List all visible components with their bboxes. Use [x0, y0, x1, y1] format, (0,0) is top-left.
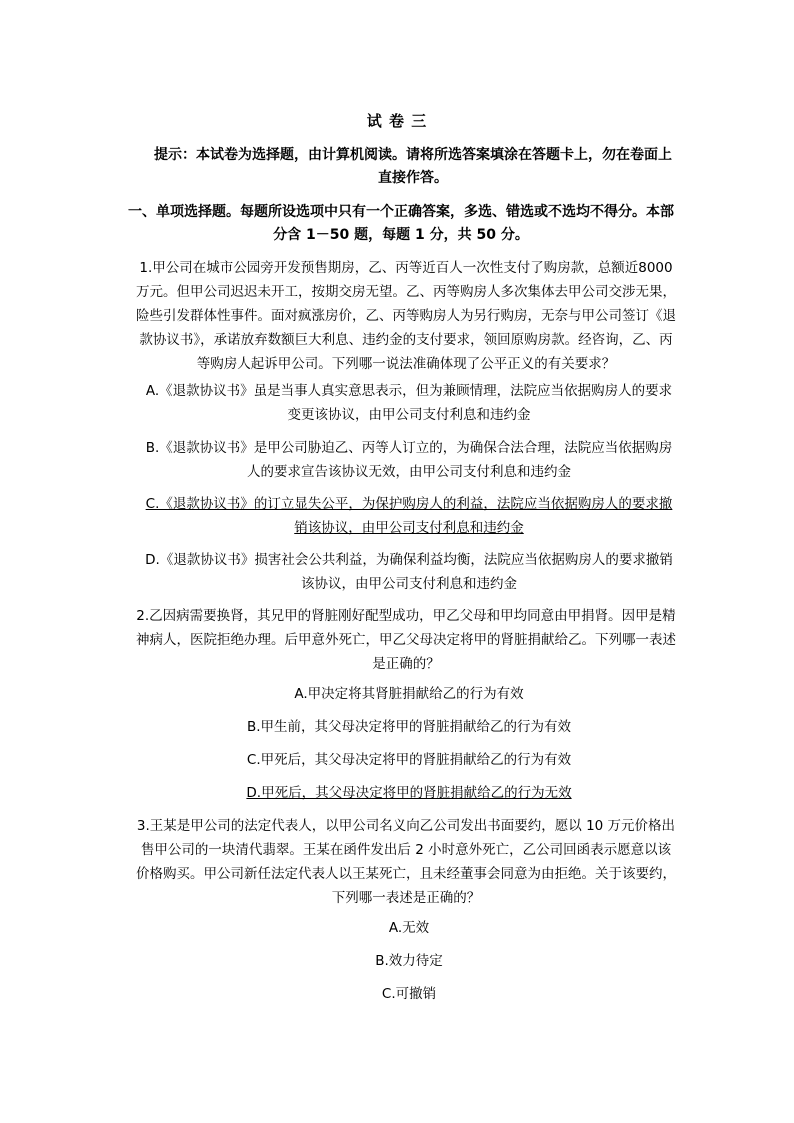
- question-1-option-c: C.《退款协议书》的订立显失公平，为保护购房人的利益，法院应当依据购房人的要求撤销该协议，由甲公司支付利息和违约金: [145, 496, 673, 536]
- question-3-option-a: A.无效: [388, 920, 430, 936]
- question-3-stem: 3.王某是甲公司的法定代表人，以甲公司名义向乙公司发出书面要约，愿以 10 万元价格出售甲公司的一块清代翡翠。王某在函件发出后 2 小时意外死亡，乙公司回函表示愿意以该价格购买。甲公司新任法定代表人以王某死亡，且未经董事会同意为由拒绝。关于该要约，下列哪一表述是正确的？: [136, 818, 676, 906]
- question-3-option-b: B.效力待定: [375, 953, 443, 969]
- question-2-option-c: C.甲死后，其父母决定将甲的肾脏捐献给乙的行为有效: [246, 752, 572, 768]
- exam-title: 试 卷 三: [366, 112, 428, 130]
- question-2-option-b: B.甲生前，其父母决定将甲的肾脏捐献给乙的行为有效: [246, 719, 572, 735]
- question-2-stem: 2.乙因病需要换肾，其兄甲的肾脏刚好配型成功，甲乙父母和甲均同意由甲捐肾。因甲是精神病人，医院拒绝办理。后甲意外死亡，甲乙父母决定将甲的肾脏捐献给乙。下列哪一表述是正确的？: [136, 608, 676, 672]
- section-heading: 一、单项选择题。每题所设选项中只有一个正确答案，多选、错选或不选均不得分。本部分含 1－50 题，每题 1 分，共 50 分。: [128, 204, 674, 243]
- question-1-option-b: B.《退款协议书》是甲公司胁迫乙、丙等人订立的，为确保合法合理，法院应当依据购房人的要求宣告该协议无效，由甲公司支付利息和违约金: [145, 440, 673, 480]
- question-3-option-c: C.可撤销: [381, 986, 437, 1002]
- question-2-option-d: D.甲死后，其父母决定将甲的肾脏捐献给乙的行为无效: [246, 785, 572, 801]
- question-1-option-d: D.《退款协议书》损害社会公共利益，为确保利益均衡，法院应当依据购房人的要求撤销该协议，由甲公司支付利息和违约金: [145, 552, 673, 592]
- exam-notice: 提示：本试卷为选择题，由计算机阅读。请将所选答案填涂在答题卡上，勿在卷面上直接作答。: [154, 147, 672, 186]
- question-2-option-a: A.甲决定将其肾脏捐献给乙的行为有效: [294, 686, 524, 702]
- question-1-stem: 1.甲公司在城市公园旁开发预售期房，乙、丙等近百人一次性支付了购房款，总额近8000 万元。但甲公司迟迟未开工，按期交房无望。乙、丙等购房人多次集体去甲公司交涉无果，险些引发群体性事件。面对疯涨房价，乙、丙等购房人为另行购房，无奈与甲公司签订《退款协议书》，承诺放弃数额巨大利息、违约金的支付要求，领回原购房款。经咨询，乙、丙等购房人起诉甲公司。下列哪一说法准确体现了公平正义的有关要求？: [136, 260, 676, 372]
- question-1-option-a: A.《退款协议书》虽是当事人真实意思表示，但为兼顾情理，法院应当依据购房人的要求变更该协议，由甲公司支付利息和违约金: [145, 383, 673, 423]
